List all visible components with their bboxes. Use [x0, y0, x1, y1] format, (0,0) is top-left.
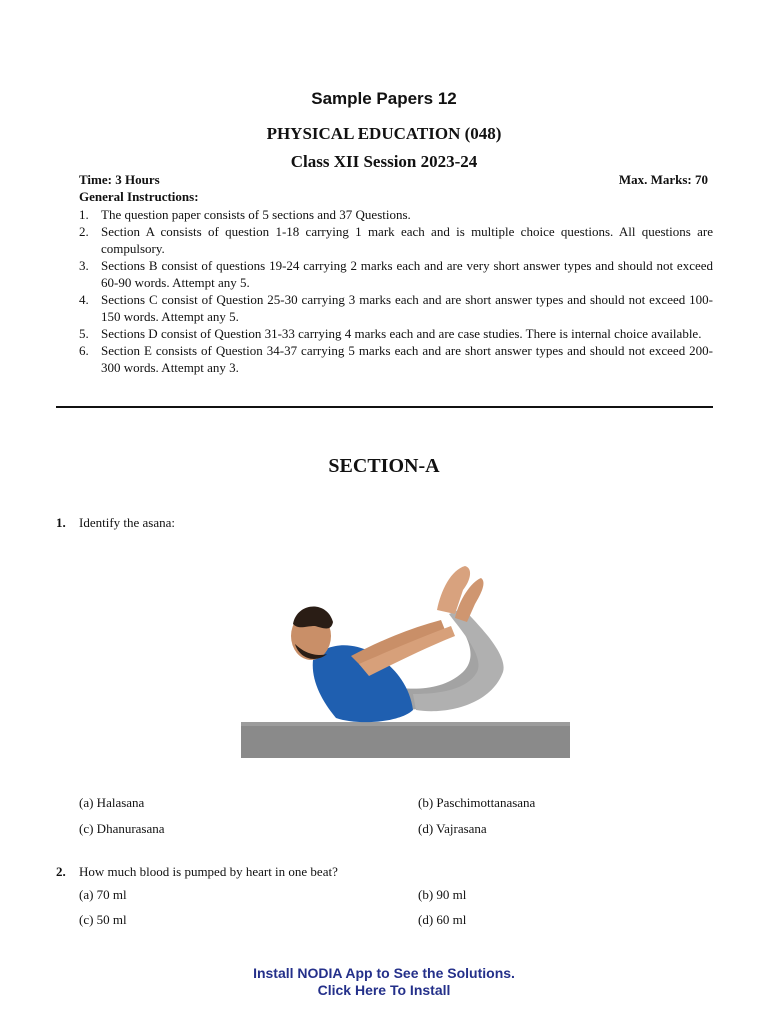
instruction-text: Sections C consist of Question 25-30 carrying 3 marks each and are short answer types and should not exceed 100-150 words. Attempt any 5. — [101, 292, 713, 324]
instruction-number: 2. — [79, 224, 89, 239]
section-heading: SECTION-A — [328, 455, 440, 477]
question-number: 2. — [56, 864, 66, 879]
question-2 — [56, 864, 338, 880]
instruction-number: 1. — [79, 207, 89, 222]
question-text: Identify the asana: — [79, 515, 176, 530]
instruction-number: 6. — [79, 343, 89, 358]
instruction-number: 5. — [79, 326, 89, 341]
q1-option-c[interactable]: (c) Dhanurasana — [79, 821, 165, 836]
q1-option-a[interactable]: (a) Halasana — [79, 795, 145, 810]
install-link[interactable]: Click Here To Install — [317, 982, 451, 998]
q2-option-b[interactable]: (b) 90 ml — [418, 887, 467, 902]
instruction-text: Section A consists of question 1-18 carrying 1 mark each and is multiple choice questions. All questions are compulsory. — [101, 224, 713, 256]
question-1 — [56, 515, 175, 531]
class-session-title: Class XII Session 2023-24 — [290, 152, 478, 171]
instruction-text: The question paper consists of 5 sections and 37 Questions. — [101, 207, 411, 222]
max-marks: Max. Marks: 70 — [618, 172, 708, 187]
time-allowed: Time: 3 Hours — [79, 172, 160, 187]
q1-option-d[interactable]: (d) Vajrasana — [418, 821, 487, 836]
instruction-text: Sections D consist of Question 31-33 carrying 4 marks each and are case studies. There is internal choice available. — [101, 326, 702, 341]
instruction-item — [79, 257, 713, 291]
general-instructions-heading: General Instructions: — [79, 189, 199, 204]
dhanurasana-photo — [241, 560, 570, 758]
install-app-banner[interactable] — [0, 965, 768, 999]
instructions-list — [79, 206, 713, 376]
instruction-item — [79, 291, 713, 325]
subject-title: PHYSICAL EDUCATION (048) — [266, 124, 502, 143]
instruction-number: 3. — [79, 258, 89, 273]
instruction-item — [79, 342, 713, 376]
instruction-item — [79, 206, 713, 223]
paper-title: Sample Papers 12 — [311, 89, 457, 108]
question-text: How much blood is pumped by heart in one beat? — [79, 864, 338, 879]
instruction-item — [79, 223, 713, 257]
q2-option-d[interactable]: (d) 60 ml — [418, 912, 467, 927]
header-divider — [56, 406, 713, 408]
q2-option-c[interactable]: (c) 50 ml — [79, 912, 127, 927]
time-marks-row — [79, 172, 708, 188]
instruction-text: Sections B consist of questions 19-24 carrying 2 marks each and are very short answer types and should not exceed 60-90 words. Attempt any 5. — [101, 258, 713, 290]
instruction-text: Section E consists of Question 34-37 carrying 5 marks each and are short answer types and should not exceed 200-300 words. Attempt any 3. — [101, 343, 713, 375]
instruction-item — [79, 325, 713, 342]
q1-option-b[interactable]: (b) Paschimottanasana — [418, 795, 536, 810]
question-number: 1. — [56, 515, 66, 530]
instruction-number: 4. — [79, 292, 89, 307]
install-app-text[interactable]: Install NODIA App to See the Solutions. — [253, 965, 515, 981]
q2-option-a[interactable]: (a) 70 ml — [79, 887, 127, 902]
